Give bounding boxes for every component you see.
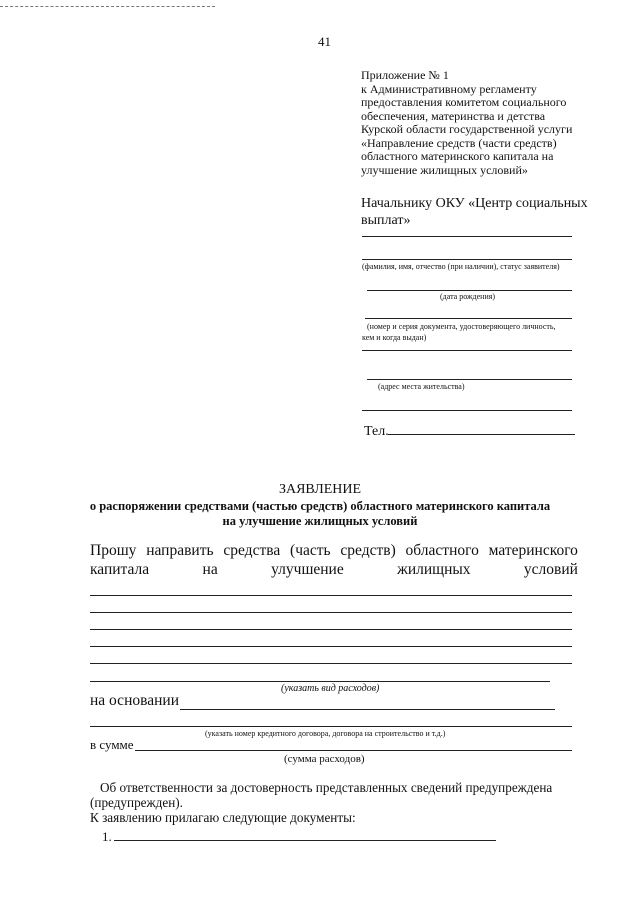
request-word: средств) — [340, 542, 396, 559]
expense-line — [90, 663, 572, 664]
expense-line — [90, 595, 572, 596]
request-word: (часть — [290, 542, 331, 559]
appendix-line: к Административному регламенту — [361, 81, 537, 96]
responsibility-line-2: (предупрежден). — [90, 795, 183, 810]
addressee-line-1: Начальнику ОКУ «Центр социальных — [361, 196, 588, 211]
appendix-line: Приложение № 1 — [361, 68, 449, 82]
request-word: Прошу — [90, 542, 137, 559]
expense-line — [90, 629, 572, 630]
address-line — [367, 379, 572, 380]
hint-expense-type: (указать вид расходов) — [281, 683, 380, 694]
request-word: на — [202, 561, 218, 578]
doc-subtitle-2: на улучшение жилищных условий — [222, 514, 418, 528]
hint-birth: (дата рождения) — [440, 292, 496, 301]
sum-label: в сумме — [90, 737, 134, 752]
doc-line — [365, 318, 572, 319]
page-number: 41 — [318, 34, 331, 49]
attachment-item-number: 1. — [102, 829, 112, 844]
tel-line — [388, 434, 575, 435]
request-word: направить — [146, 542, 214, 559]
addressee-line-2: выплат» — [361, 213, 411, 228]
doc-subtitle-1: о распоряжении средствами (частью средств) областного материнского капитала — [89, 499, 551, 513]
sum-line — [135, 750, 572, 751]
expense-line — [90, 681, 550, 682]
request-word: жилищных — [397, 561, 471, 578]
hint-sum: (сумма расходов) — [284, 753, 365, 765]
expense-line — [90, 612, 572, 613]
birth-line — [367, 290, 572, 291]
appendix-line: Курской области государственной услуги — [361, 122, 573, 136]
hint-fio: (фамилия, имя, отчество (при наличии), статус заявителя) — [362, 262, 560, 271]
expense-line — [90, 646, 572, 647]
appendix-line: обеспечения, материнства и детства — [361, 108, 546, 123]
hint-address: (адрес места жительства) — [378, 382, 465, 391]
doc-line-2 — [362, 350, 572, 351]
basis-label: на основании — [90, 692, 179, 709]
request-word: улучшение — [271, 561, 344, 578]
hint-doc-2: кем и когда выдан) — [362, 333, 427, 342]
appendix-line: «Направление средств (части средств) — [361, 135, 557, 150]
request-word: материнского — [488, 542, 578, 559]
request-word: капитала — [90, 561, 150, 578]
basis-line — [180, 709, 555, 710]
responsibility-line-1: Об ответственности за достоверность представленных сведений предупреждена — [100, 780, 553, 795]
appendix-line: улучшение жилищных условий» — [361, 162, 528, 177]
fio-line-1 — [362, 236, 572, 237]
appendix-block — [361, 69, 576, 177]
request-word: средства — [223, 542, 281, 559]
top-edge-line — [0, 6, 215, 7]
address-line-2 — [362, 410, 572, 411]
request-word: условий — [523, 561, 578, 578]
request-line-2 — [90, 561, 578, 579]
basis-line-2 — [90, 726, 572, 727]
hint-contract: (указать номер кредитного договора, договора на строительство и т.д.) — [205, 729, 446, 738]
fio-line-2 — [362, 259, 572, 260]
request-word: областного — [405, 542, 479, 559]
request-line-1 — [90, 542, 578, 560]
hint-doc-1: (номер и серия документа, удостоверяющего личность, — [367, 322, 556, 331]
doc-title: ЗАЯВЛЕНИЕ — [278, 482, 362, 497]
appendix-line: областного материнского капитала на — [361, 149, 554, 163]
attachment-line-1 — [114, 840, 496, 841]
attachments-label: К заявлению прилагаю следующие документы: — [90, 810, 356, 825]
tel-label: Тел. — [364, 424, 389, 439]
appendix-line: предоставления комитетом социального — [361, 95, 567, 109]
